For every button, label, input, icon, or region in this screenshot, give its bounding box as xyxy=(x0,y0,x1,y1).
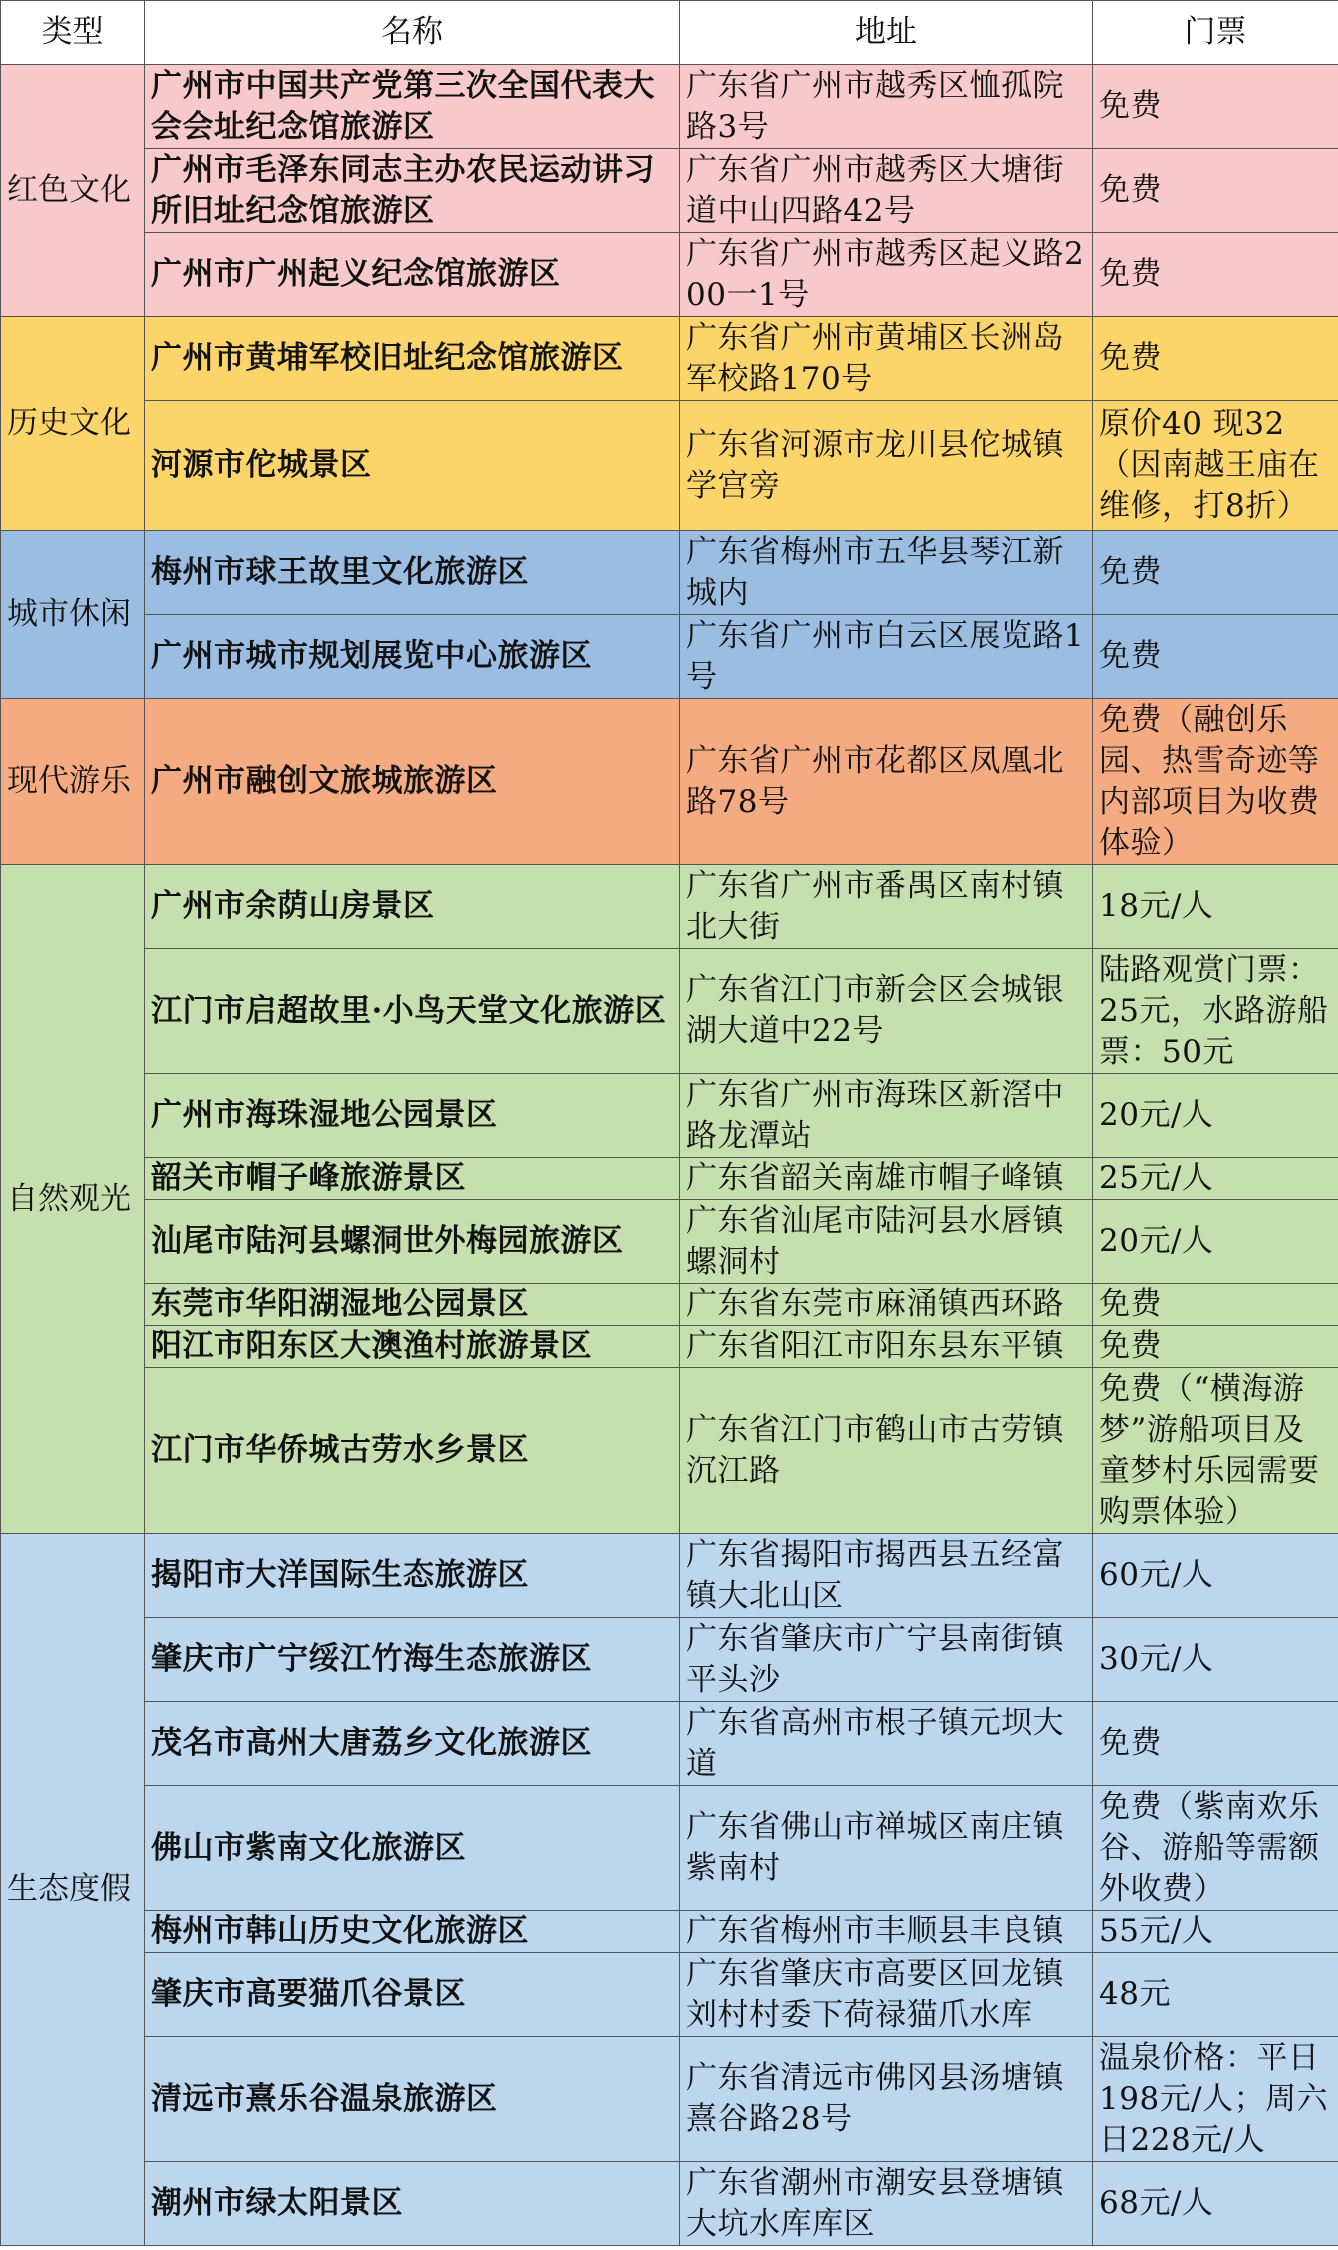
address-cell[interactable]: 广东省潮州市潮安县登塘镇大坑水库库区 xyxy=(680,2162,1093,2246)
category-cell[interactable]: 自然观光 xyxy=(1,865,145,1534)
table-row xyxy=(1,2162,1338,2246)
ticket-cell[interactable]: 30元/人 xyxy=(1093,1618,1338,1702)
ticket-cell[interactable]: 60元/人 xyxy=(1093,1534,1338,1618)
table-row xyxy=(1,1368,1338,1534)
ticket-cell[interactable]: 免费 xyxy=(1093,1702,1338,1786)
address-cell[interactable]: 广东省肇庆市高要区回龙镇刘村村委下荷禄猫爪水库 xyxy=(680,1953,1093,2037)
address-cell[interactable]: 广东省河源市龙川县佗城镇学宫旁 xyxy=(680,401,1093,531)
ticket-cell[interactable]: 免费（紫南欢乐谷、游船等需额外收费） xyxy=(1093,1786,1338,1911)
address-cell[interactable]: 广东省佛山市禅城区南庄镇紫南村 xyxy=(680,1786,1093,1911)
ticket-cell[interactable]: 免费 xyxy=(1093,317,1338,401)
ticket-cell[interactable]: 免费 xyxy=(1093,233,1338,317)
address-cell[interactable]: 广东省广州市花都区凤凰北路78号 xyxy=(680,699,1093,865)
header-row xyxy=(1,1,1338,65)
name-cell[interactable]: 汕尾市陆河县螺洞世外梅园旅游区 xyxy=(145,1200,680,1284)
name-cell[interactable]: 广州市余荫山房景区 xyxy=(145,865,680,949)
name-cell[interactable]: 肇庆市高要猫爪谷景区 xyxy=(145,1953,680,2037)
ticket-cell[interactable]: 68元/人 xyxy=(1093,2162,1338,2246)
table-row xyxy=(1,1702,1338,1786)
ticket-cell[interactable]: 20元/人 xyxy=(1093,1074,1338,1158)
table-row xyxy=(1,1911,1338,1953)
ticket-cell[interactable]: 免费（融创乐园、热雪奇迹等内部项目为收费体验） xyxy=(1093,699,1338,865)
name-cell[interactable]: 揭阳市大洋国际生态旅游区 xyxy=(145,1534,680,1618)
table-row xyxy=(1,1074,1338,1158)
ticket-cell[interactable]: 免费 xyxy=(1093,1284,1338,1326)
address-cell[interactable]: 广东省江门市鹤山市古劳镇沉江路 xyxy=(680,1368,1093,1534)
ticket-cell[interactable]: 25元/人 xyxy=(1093,1158,1338,1200)
table-row xyxy=(1,865,1338,949)
name-cell[interactable]: 清远市熹乐谷温泉旅游区 xyxy=(145,2037,680,2162)
name-cell[interactable]: 梅州市韩山历史文化旅游区 xyxy=(145,1911,680,1953)
table-row xyxy=(1,1953,1338,2037)
header-ticket[interactable]: 门票 xyxy=(1093,1,1338,65)
table-row xyxy=(1,1284,1338,1326)
table-row xyxy=(1,1786,1338,1911)
ticket-cell[interactable]: 原价40 现32（因南越王庙在维修，打8折） xyxy=(1093,401,1338,531)
ticket-cell[interactable]: 免费 xyxy=(1093,615,1338,699)
table-row xyxy=(1,317,1338,401)
address-cell[interactable]: 广东省揭阳市揭西县五经富镇大北山区 xyxy=(680,1534,1093,1618)
header-type[interactable]: 类型 xyxy=(1,1,145,65)
table-row xyxy=(1,401,1338,531)
address-cell[interactable]: 广东省广州市番禺区南村镇北大街 xyxy=(680,865,1093,949)
category-cell[interactable]: 红色文化 xyxy=(1,65,145,317)
name-cell[interactable]: 广州市黄埔军校旧址纪念馆旅游区 xyxy=(145,317,680,401)
address-cell[interactable]: 广东省广州市黄埔区长洲岛军校路170号 xyxy=(680,317,1093,401)
category-cell[interactable]: 历史文化 xyxy=(1,317,145,531)
address-cell[interactable]: 广东省广州市越秀区起义路200一1号 xyxy=(680,233,1093,317)
ticket-cell[interactable]: 免费 xyxy=(1093,1326,1338,1368)
name-cell[interactable]: 韶关市帽子峰旅游景区 xyxy=(145,1158,680,1200)
table-row xyxy=(1,699,1338,865)
address-cell[interactable]: 广东省广州市海珠区新滘中路龙潭站 xyxy=(680,1074,1093,1158)
table-row xyxy=(1,949,1338,1074)
ticket-cell[interactable]: 免费（“横海游梦”游船项目及童梦村乐园需要购票体验） xyxy=(1093,1368,1338,1534)
name-cell[interactable]: 潮州市绿太阳景区 xyxy=(145,2162,680,2246)
ticket-cell[interactable]: 免费 xyxy=(1093,149,1338,233)
table-row xyxy=(1,149,1338,233)
name-cell[interactable]: 茂名市高州大唐荔乡文化旅游区 xyxy=(145,1702,680,1786)
table-row xyxy=(1,1534,1338,1618)
name-cell[interactable]: 广州市海珠湿地公园景区 xyxy=(145,1074,680,1158)
name-cell[interactable]: 江门市华侨城古劳水乡景区 xyxy=(145,1368,680,1534)
table-row xyxy=(1,615,1338,699)
address-cell[interactable]: 广东省梅州市五华县琴江新城内 xyxy=(680,531,1093,615)
ticket-cell[interactable]: 免费 xyxy=(1093,531,1338,615)
name-cell[interactable]: 梅州市球王故里文化旅游区 xyxy=(145,531,680,615)
ticket-cell[interactable]: 陆路观赏门票：25元，水路游船票：50元 xyxy=(1093,949,1338,1074)
name-cell[interactable]: 广州市城市规划展览中心旅游区 xyxy=(145,615,680,699)
address-cell[interactable]: 广东省清远市佛冈县汤塘镇熹谷路28号 xyxy=(680,2037,1093,2162)
name-cell[interactable]: 广州市广州起义纪念馆旅游区 xyxy=(145,233,680,317)
table-body xyxy=(1,65,1338,2246)
address-cell[interactable]: 广东省汕尾市陆河县水唇镇螺洞村 xyxy=(680,1200,1093,1284)
name-cell[interactable]: 肇庆市广宁绥江竹海生态旅游区 xyxy=(145,1618,680,1702)
table-row xyxy=(1,1158,1338,1200)
address-cell[interactable]: 广东省江门市新会区会城银湖大道中22号 xyxy=(680,949,1093,1074)
category-cell[interactable]: 生态度假 xyxy=(1,1534,145,2246)
name-cell[interactable]: 东莞市华阳湖湿地公园景区 xyxy=(145,1284,680,1326)
address-cell[interactable]: 广东省东莞市麻涌镇西环路 xyxy=(680,1284,1093,1326)
address-cell[interactable]: 广东省广州市越秀区大塘街道中山四路42号 xyxy=(680,149,1093,233)
table-row xyxy=(1,1618,1338,1702)
address-cell[interactable]: 广东省广州市越秀区恤孤院路3号 xyxy=(680,65,1093,149)
name-cell[interactable]: 广州市融创文旅城旅游区 xyxy=(145,699,680,865)
address-cell[interactable]: 广东省阳江市阳东县东平镇 xyxy=(680,1326,1093,1368)
category-cell[interactable]: 城市休闲 xyxy=(1,531,145,699)
table-row xyxy=(1,65,1338,149)
address-cell[interactable]: 广东省高州市根子镇元坝大道 xyxy=(680,1702,1093,1786)
table-row xyxy=(1,233,1338,317)
header-name[interactable]: 名称 xyxy=(145,1,680,65)
address-cell[interactable]: 广东省肇庆市广宁县南街镇平头沙 xyxy=(680,1618,1093,1702)
ticket-cell[interactable]: 18元/人 xyxy=(1093,865,1338,949)
name-cell[interactable]: 江门市启超故里·小鸟天堂文化旅游区 xyxy=(145,949,680,1074)
table-row xyxy=(1,531,1338,615)
name-cell[interactable]: 河源市佗城景区 xyxy=(145,401,680,531)
address-cell[interactable]: 广东省梅州市丰顺县丰良镇 xyxy=(680,1911,1093,1953)
ticket-cell[interactable]: 48元 xyxy=(1093,1953,1338,2037)
name-cell[interactable]: 佛山市紫南文化旅游区 xyxy=(145,1786,680,1911)
table-row xyxy=(1,1326,1338,1368)
address-cell[interactable]: 广东省广州市白云区展览路1号 xyxy=(680,615,1093,699)
name-cell[interactable]: 阳江市阳东区大澳渔村旅游景区 xyxy=(145,1326,680,1368)
ticket-cell[interactable]: 免费 xyxy=(1093,65,1338,149)
table-row xyxy=(1,2037,1338,2162)
category-cell[interactable]: 现代游乐 xyxy=(1,699,145,865)
header-address[interactable]: 地址 xyxy=(680,1,1093,65)
address-cell[interactable]: 广东省韶关南雄市帽子峰镇 xyxy=(680,1158,1093,1200)
ticket-cell[interactable]: 温泉价格：平日198元/人；周六日228元/人 xyxy=(1093,2037,1338,2162)
name-cell[interactable]: 广州市中国共产党第三次全国代表大会会址纪念馆旅游区 xyxy=(145,65,680,149)
name-cell[interactable]: 广州市毛泽东同志主办农民运动讲习所旧址纪念馆旅游区 xyxy=(145,149,680,233)
ticket-cell[interactable]: 20元/人 xyxy=(1093,1200,1338,1284)
table-row xyxy=(1,1200,1338,1284)
ticket-cell[interactable]: 55元/人 xyxy=(1093,1911,1338,1953)
